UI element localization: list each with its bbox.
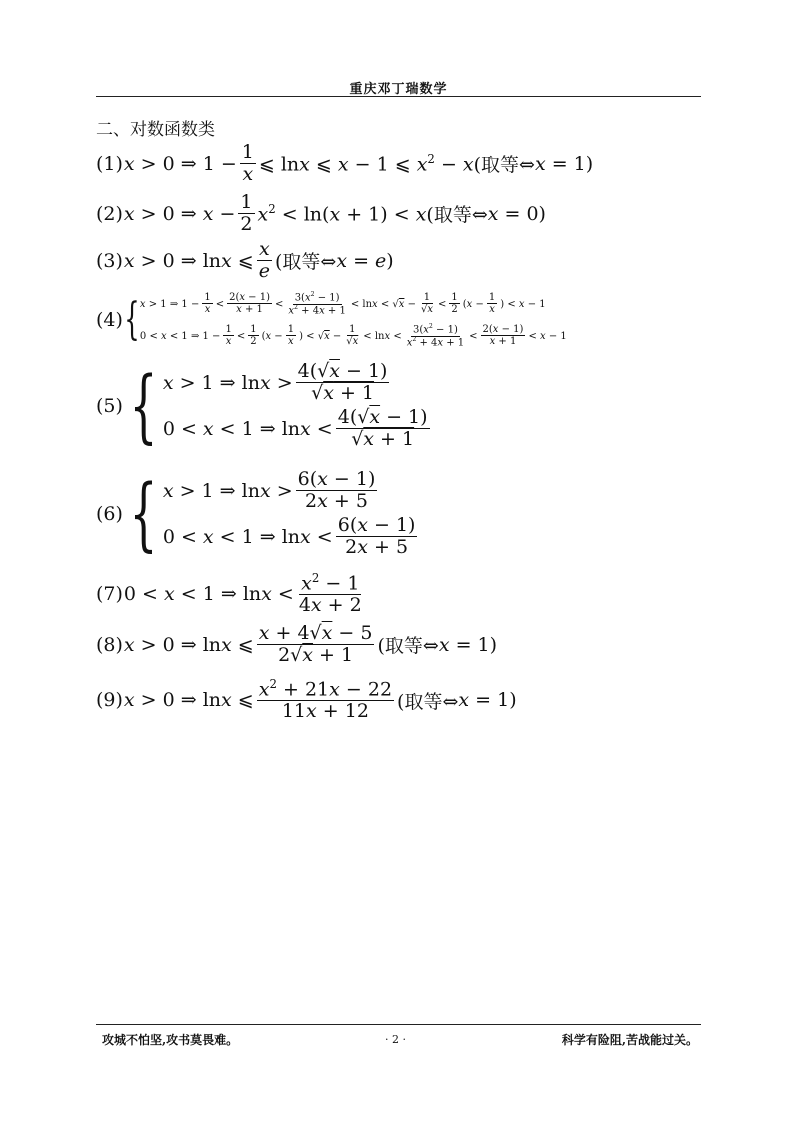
formula-label: (1) — [96, 152, 123, 175]
equality-note: (取等⇔ — [426, 204, 488, 227]
footer-motto-left: 攻城不怕坚,攻书莫畏难。 — [102, 1033, 239, 1047]
page-number: · 2 · — [385, 1033, 406, 1046]
equality-note: (取等⇔ — [473, 154, 535, 177]
footer-motto-right: 科学有险阻,苦战能过关。 — [561, 1033, 698, 1047]
formula-2: (2) x > 0 ⇒ x − $\frac{1}{2}$ $x^2 < \ln(x + 1) < x$ (取等⇔ x = 0) — [96, 191, 546, 235]
header-divider — [96, 96, 701, 97]
formula-1: (1) x > 0 ⇒ 1 − $\frac{1}{x}$ ⩽ lnx ⩽ x − 1 ⩽ $x^2 - x$ (取等⇔ x = 1) — [96, 141, 594, 185]
formula-label: (8) — [96, 633, 123, 656]
formula-6: (6) { x > 1 ⇒ lnx > $\frac{6(x - 1)}{2x + 5}$ 0 < x < 1 ⇒ lnx < $\frac{6(x - 1)}{2x + 5}$ — [96, 466, 416, 560]
equality-note: (取等⇔ — [377, 635, 439, 658]
formula-label: (7) — [96, 583, 123, 606]
page-header: 重庆邓丁瑞数学 — [349, 82, 448, 97]
formula-label: (4) — [96, 309, 123, 332]
footer-divider — [96, 1024, 701, 1025]
formula-label: (3) — [96, 249, 123, 272]
formula-label: (2) — [96, 202, 123, 225]
section-title: 二、对数函数类 — [96, 120, 215, 140]
formula-7: (7) 0 < x < 1 ⇒ lnx < $\frac{x^2 - 1}{4x + 2}$ — [96, 571, 362, 617]
equality-note: (取等⇔ — [397, 690, 459, 713]
formula-8: (8) x > 0 ⇒ lnx ⩽ $\frac{x + 4√x - 5}{2√x + 1}$ (取等⇔ x = 1) — [96, 622, 498, 666]
formula-9: (9) x > 0 ⇒ lnx ⩽ $\frac{x^2 + 21x - 22}{11x + 12}$ (取等⇔ x = 1) — [96, 677, 517, 723]
formula-5: (5) { x > 1 ⇒ lnx > $\frac{4(√x - 1)}{√x + 1}$ 0 < x < 1 ⇒ lnx < $\frac{4(√x - 1)}{√x + 1}$ — [96, 358, 428, 452]
formula-label: (6) — [96, 502, 123, 525]
formula-3: (3) x > 0 ⇒ lnx ⩽ $\frac{x}{e}$ (取等⇔ x = e) — [96, 238, 394, 282]
formula-label: (9) — [96, 689, 123, 712]
formula-4: (4) { x > 1 ⇒ 1 − $\frac{1}{x}$ < $\frac{2(x - 1)}{x + 1}$ < $\frac{3(x^2 - 1)}{x^2 + 4x + 1}$ < lnx < √x − $\frac{1}{√x}$ < $\frac{1}{2}$ (x − $\frac{1}{x}$ ) < x − 1 0 < x < 1 ⇒ 1 − $\frac{1}{x}$ < $\frac{1}{2}$ (x − $\frac{1}{x}$ ) < √x − $\frac{1}{√x}$ < lnx < $\frac{3(x^2 - 1)}{x^2 + 4x + 1}$ < $\frac{2(x - 1)}{x + 1}$ < x − 1 — [96, 291, 567, 349]
equality-note: (取等⇔ — [274, 251, 337, 274]
formula-label: (5) — [96, 394, 123, 417]
